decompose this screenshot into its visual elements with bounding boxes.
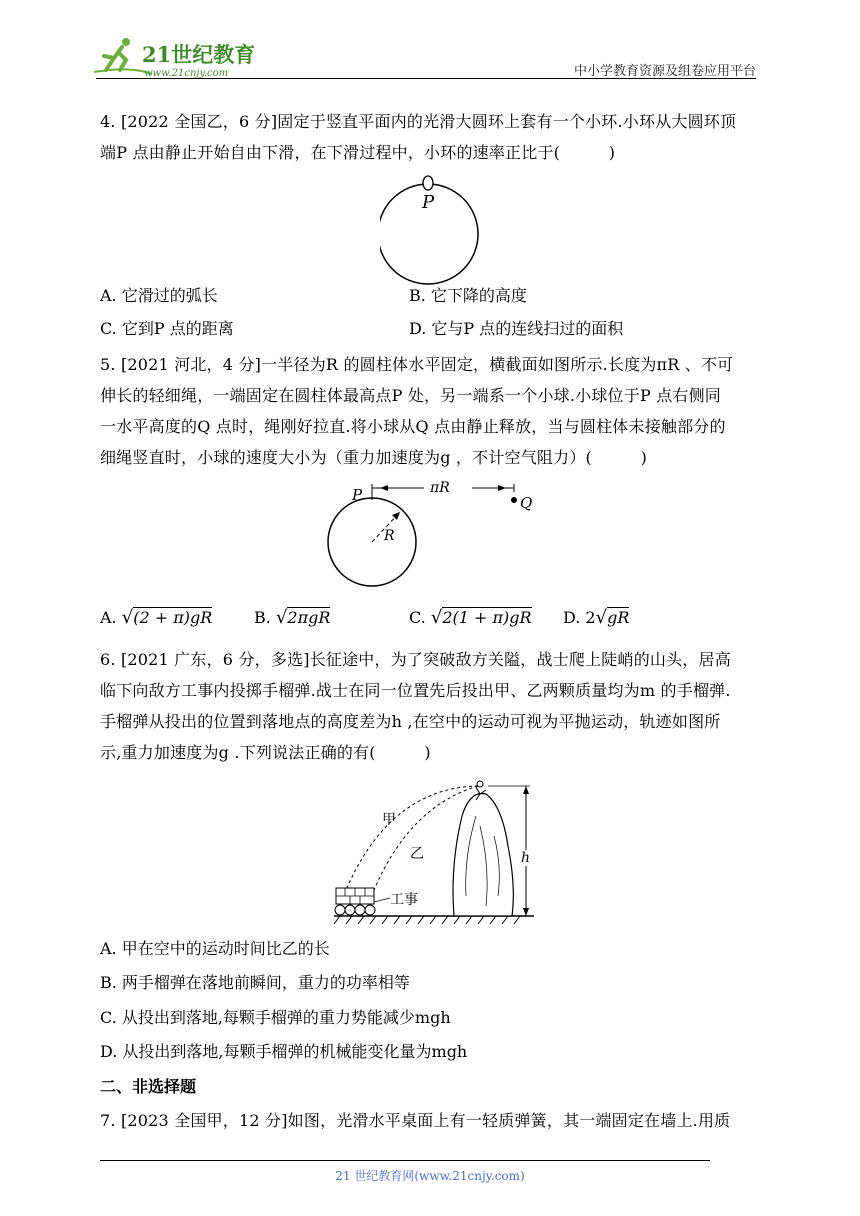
q5-option-a: A. √(2 + π)gR — [100, 607, 213, 628]
q4-option-a: A. 它滑过的弧长 — [100, 286, 218, 305]
soldier-icon — [477, 781, 483, 787]
header-divider — [96, 78, 756, 79]
q4-fig-P: P — [422, 192, 435, 213]
q4-figure — [380, 172, 480, 288]
q6-option-b: B. 两手榴弹在落地前瞬间，重力的功率相等 — [100, 973, 410, 992]
q5-option-c: C. √2(1 + π)gR — [409, 607, 532, 628]
q5-figure — [320, 478, 550, 598]
logo-text: 21世纪教育 — [142, 42, 256, 67]
q4-option-b: B. 它下降的高度 — [409, 286, 527, 305]
q4-option-c: C. 它到P 点的距离 — [100, 319, 234, 338]
q5-fig-R: R — [384, 528, 395, 544]
q6-line1: 6. [2021 广东，6 分，多选]长征途中，为了突破敌方关隘，战士爬上陡峭的山头，居高 — [100, 650, 731, 669]
q5-line3: 一水平高度的Q 点时，绳刚好拉直.将小球从Q 点由静止释放，当与圆柱体未接触部分的 — [100, 417, 726, 436]
logo-url: www.21cnjy.com — [144, 68, 229, 79]
q6-fig-yi: 乙 — [410, 846, 424, 862]
q5-text — [100, 351, 760, 471]
q5-fig-Q: Q — [520, 494, 533, 512]
q6-fig-gongshi: 工事 — [390, 892, 418, 908]
q6-line4: 示,重力加速度为g .下列说法正确的有( ) — [100, 743, 431, 762]
q7-line1: 7. [2023 全国甲，12 分]如图，光滑水平桌面上有一轻质弹簧，其一端固定在墙上.用质 — [100, 1111, 731, 1130]
q6-option-d: D. 从投出到落地,每颗手榴弹的机械能变化量为mgh — [100, 1042, 468, 1061]
section-heading: 二、非选择题 — [100, 1077, 197, 1096]
q7-text — [100, 1107, 760, 1134]
q6-text — [100, 646, 760, 766]
q4-line1: 4. [2022 全国乙，6 分]固定于竖直平面内的光滑大圆环上套有一个小环.小环从大圆环顶 — [100, 112, 737, 131]
q5-option-b: B. √2πgR — [254, 607, 331, 628]
q6-figure — [330, 776, 540, 926]
q5-line4: 细绳竖直时，小球的速度大小为（重力加速度为g ，不计空气阻力）( ) — [100, 448, 648, 467]
footer-divider — [100, 1160, 710, 1161]
q6-line2: 临下向敌方工事内投掷手榴弹.战士在同一位置先后投出甲、乙两颗质量均为m 的手榴弹. — [100, 681, 731, 700]
q6-option-c: C. 从投出到落地,每颗手榴弹的重力势能减少mgh — [100, 1008, 451, 1027]
ball-q — [511, 497, 517, 503]
q6-fig-h: h — [521, 850, 531, 866]
platform-name: 中小学教育资源及组卷应用平台 — [573, 64, 756, 79]
q5-fig-P: P — [352, 486, 363, 504]
mountain — [453, 793, 513, 916]
q6-line3: 手榴弹从投出的位置到落地点的高度差为h ,在空中的运动可视为平抛运动，轨迹如图所 — [100, 712, 721, 731]
q4-line2: 端P 点由静止开始自由下滑，在下滑过程中，小环的速率正比于( ) — [100, 143, 616, 162]
site-logo — [92, 36, 262, 82]
small-ring — [423, 176, 433, 190]
q5-line1: 5. [2021 河北，4 分]一半径为R 的圆柱体水平固定，横截面如图所示.长度为πR 、不可 — [100, 355, 734, 374]
q5-option-d: D. 2√gR — [563, 607, 630, 628]
q6-fig-jia: 甲 — [382, 812, 396, 828]
q5-fig-len: πR — [430, 480, 450, 496]
footer-text: 21 世纪教育网(www.21cnjy.com) — [335, 1169, 525, 1183]
q4-option-d: D. 它与P 点的连线扫过的面积 — [409, 319, 624, 338]
fortification — [335, 888, 375, 915]
q4-text — [100, 108, 760, 166]
q5-line2: 伸长的轻细绳，一端固定在圆柱体最高点P 处，另一端系一个小球.小球位于P 点右侧同 — [100, 386, 721, 405]
q6-option-a: A. 甲在空中的运动时间比乙的长 — [100, 939, 330, 958]
